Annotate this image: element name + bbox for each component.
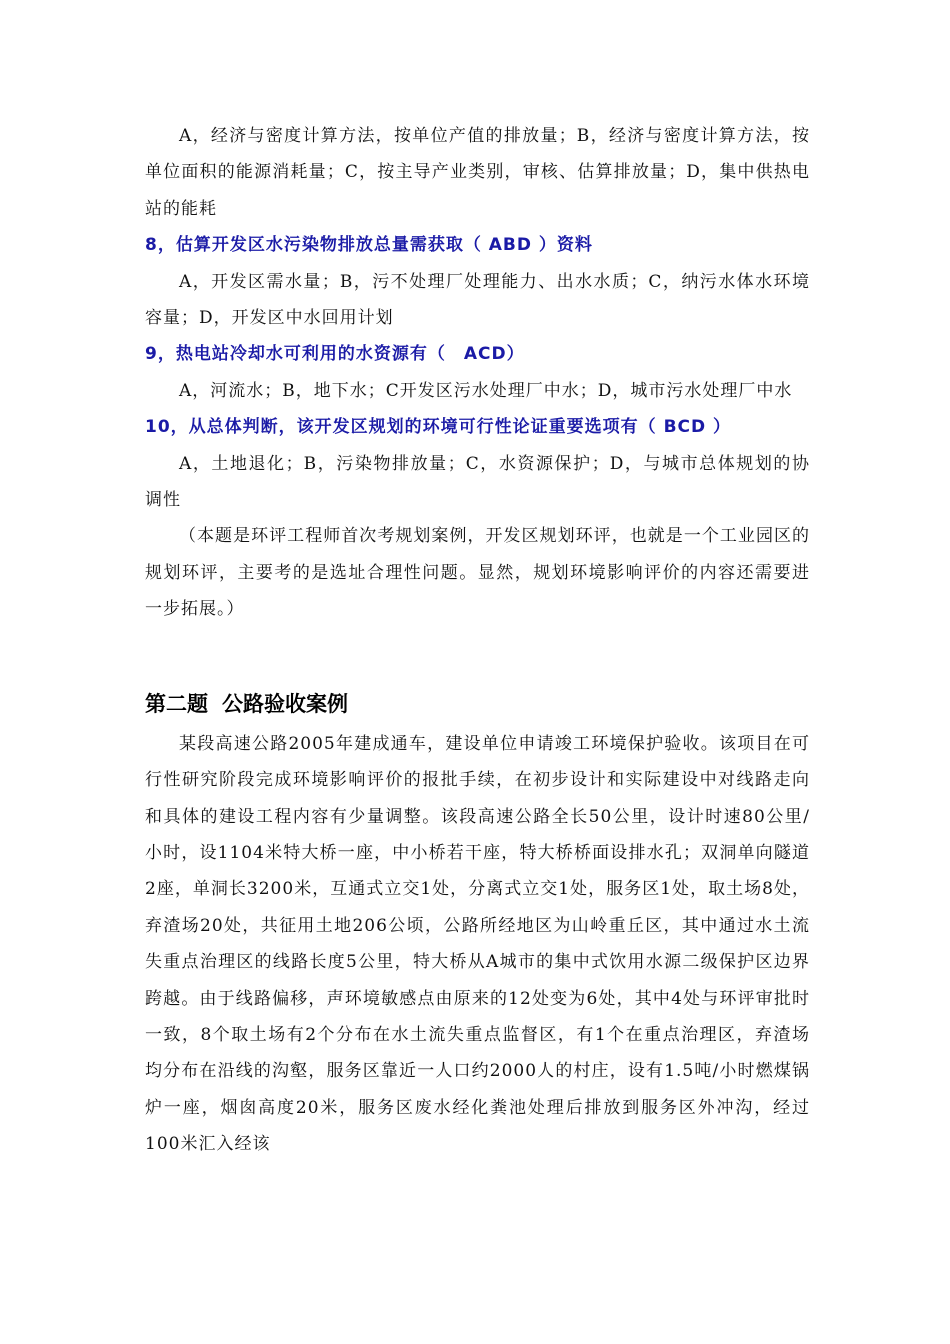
q10-question: 10，从总体判断，该开发区规划的环境可行性论证重要选项有（ BCD ） bbox=[145, 417, 732, 438]
commentary-note: （本题是环评工程师首次考规划案例，开发区规划环评，也就是一个工业园区的规划环评，主要考的是选址合理性问题。显然，规划环境影响评价的内容还需要进一步拓展。） bbox=[145, 526, 810, 620]
section-number: 第二题 bbox=[145, 691, 208, 716]
q8-options: A，开发区需水量；B，污不处理厂处理能力、出水水质；C，纳污水体水环境容量；D，开发区中水回用计划 bbox=[145, 271, 810, 329]
q9-question: 9，热电站冷却水可利用的水资源有（ ACD） bbox=[145, 344, 525, 365]
q8-question: 8，估算开发区水污染物排放总量需获取（ ABD ）资料 bbox=[145, 235, 593, 256]
page-content bbox=[145, 118, 810, 1163]
section-body: 某段高速公路2005年建成通车，建设单位申请竣工环境保护验收。该项目在可行性研究阶段完成环境影响评价的报批手续，在初步设计和实际建设中对线路走向和具体的建设工程内容有少量调整。该段高速公路全长50公里，设计时速80公里/小时，设1104米特大桥一座，中小桥若干座，特大桥桥面设排水孔；双洞单向隧道2座，单洞长3200米，互通式立交1处，分离式立交1处，服务区1处，取土场8处，弃渣场20处，共征用土地206公顷，公路所经地区为山岭重丘区，其中通过水土流失重点治理区的线路长度5公里，特大桥从A城市的集中式饮用水源二级保护区边界跨越。由于线路偏移，声环境敏感点由原来的12处变为6处，其中4处与环评审批时一致，8个取土场有2个分布在水土流失重点监督区，有1个在重点治理区，弃渣场均分布在沿线的沟壑，服务区靠近一人口约2000人的村庄，设有1.5吨/小时燃煤锅炉一座，烟囱高度20米，服务区废水经化粪池处理后排放到服务区外冲沟，经过100米汇入经该 bbox=[145, 733, 810, 1155]
section-title: 公路验收案例 bbox=[222, 691, 348, 716]
q10-options: A，土地退化；B，污染物排放量；C，水资源保护；D，与城市总体规划的协调性 bbox=[145, 453, 810, 511]
q9-options: A，河流水；B，地下水；C开发区污水处理厂中水；D，城市污水处理厂中水 bbox=[179, 380, 793, 401]
q7-options: A，经济与密度计算方法，按单位产值的排放量；B，经济与密度计算方法，按单位面积的能源消耗量；C，按主导产业类别，审核、估算排放量；D，集中供热电站的能耗 bbox=[145, 126, 810, 219]
section-heading bbox=[145, 686, 810, 722]
